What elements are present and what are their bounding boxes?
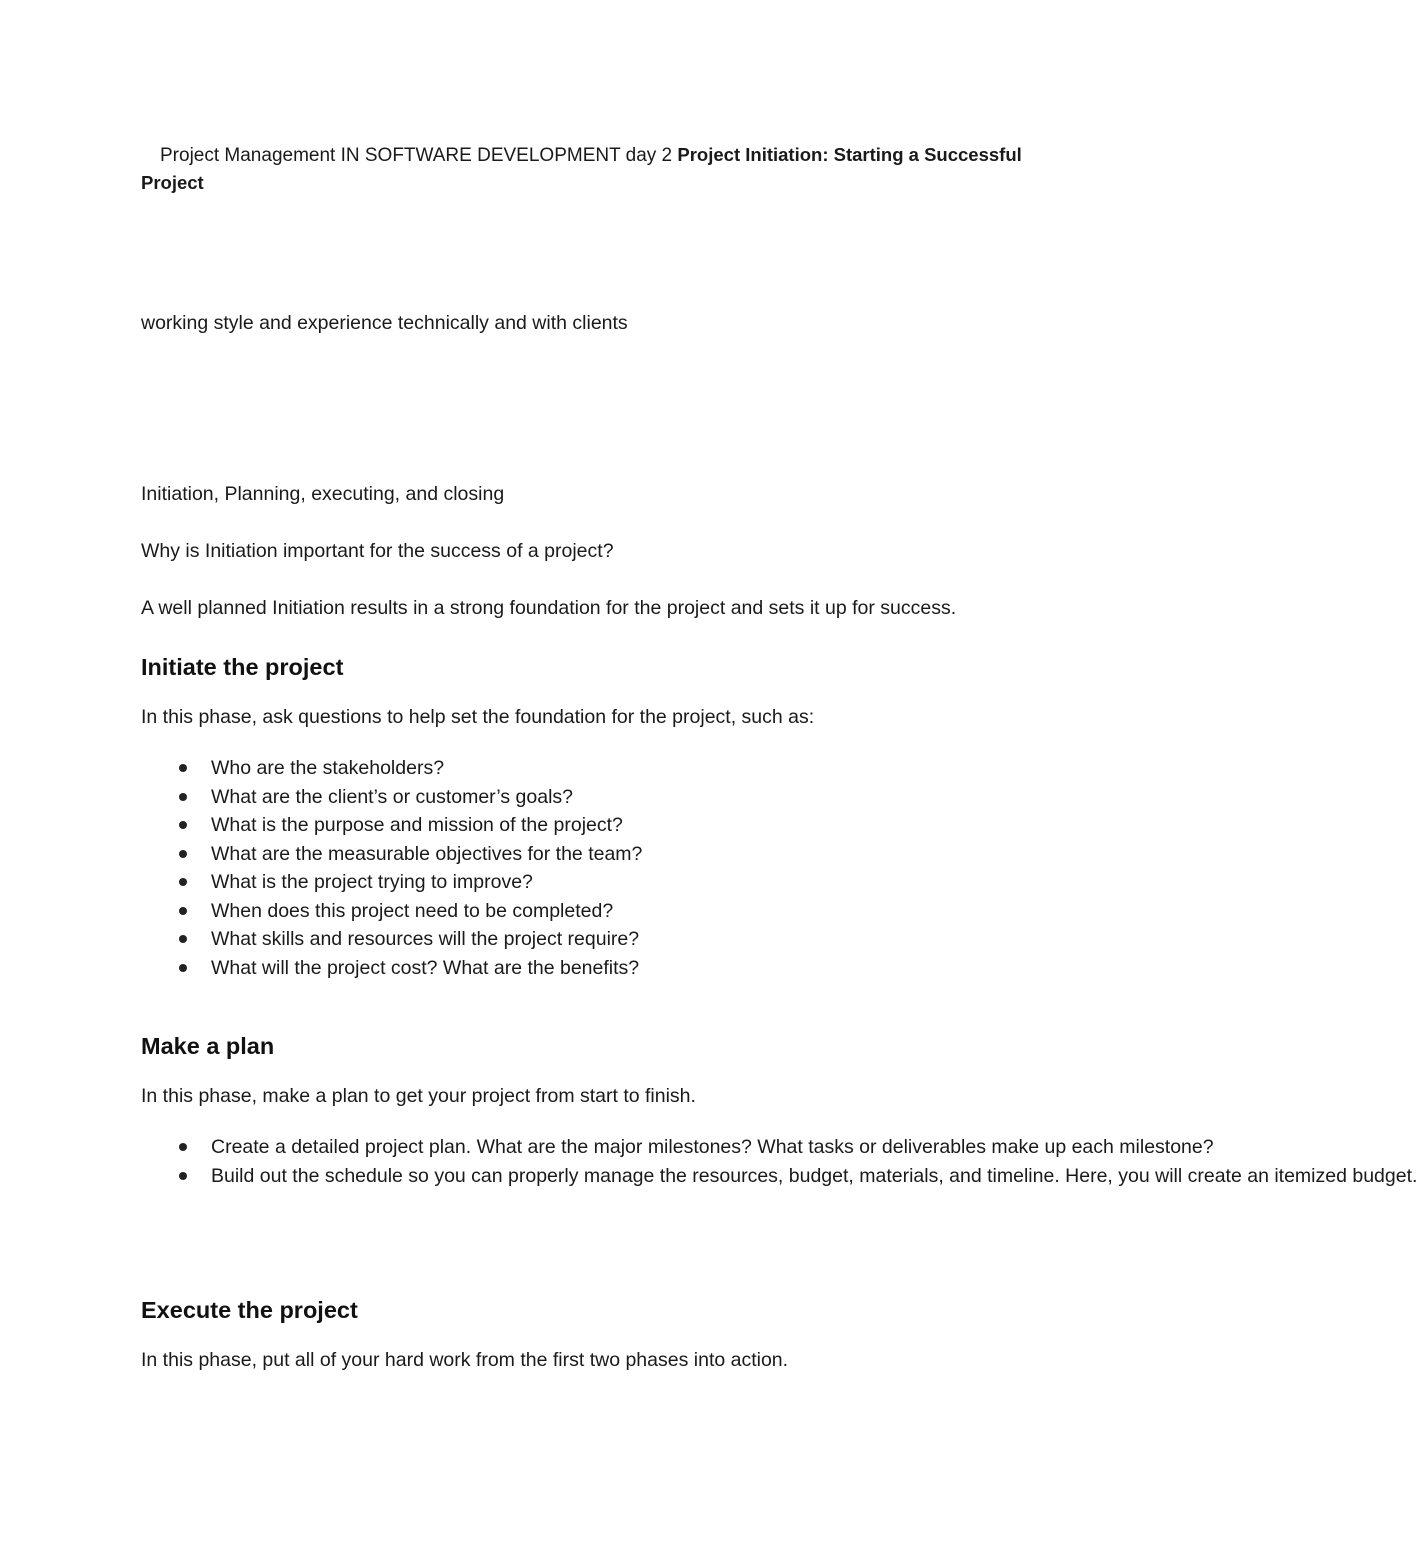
list-item-text: Build out the schedule so you can properly manage the resources, budget, materials, and timeline. Here, you will create an itemized budget. xyxy=(211,1164,1417,1187)
list-item-text: Create a detailed project plan. What are the major milestones? What tasks or deliverables make up each milestone? xyxy=(211,1136,1214,1158)
title-plain-text: Project Management IN SOFTWARE DEVELOPMENT day 2 xyxy=(160,145,678,166)
execute-intro: In this phase, put all of your hard work from the first two phases into action. xyxy=(141,1349,789,1371)
heading-execute: Execute the project xyxy=(141,1297,358,1323)
list-item-text: Who are the stakeholders? xyxy=(211,757,445,779)
bullet-icon xyxy=(179,1143,187,1151)
bullet-icon xyxy=(179,964,187,972)
working-style-text: working style and experience technically and with clients xyxy=(141,312,628,334)
phases-text: Initiation, Planning, executing, and closing xyxy=(141,483,505,505)
question-text: Why is Initiation important for the success of a project? xyxy=(141,540,614,562)
list-item xyxy=(141,925,642,954)
list-item-text: What is the purpose and mission of the project? xyxy=(211,814,623,836)
list-item-text: When does this project need to be completed? xyxy=(211,899,614,922)
list-item xyxy=(141,811,642,840)
list-item-text: What will the project cost? What are the benefits? xyxy=(211,956,640,979)
list-item xyxy=(141,1162,1417,1191)
initiate-intro: In this phase, ask questions to help set the foundation for the project, such as: xyxy=(141,706,815,728)
heading-initiate: Initiate the project xyxy=(141,654,344,680)
bullet-icon xyxy=(179,878,187,886)
list-item xyxy=(141,897,642,926)
list-item-text: What skills and resources will the project require? xyxy=(211,928,640,950)
list-item xyxy=(141,954,642,983)
list-item xyxy=(141,1133,1214,1162)
bullet-icon xyxy=(179,935,187,943)
list-item xyxy=(141,840,642,869)
title-bold-text: Project Initiation: Starting a Successful Project xyxy=(141,144,1022,193)
list-item xyxy=(141,754,642,783)
list-item-text: What is the project trying to improve? xyxy=(211,871,533,893)
bullet-icon xyxy=(179,793,187,801)
answer-text: A well planned Initiation results in a strong foundation for the project and sets it up for success. xyxy=(141,597,957,619)
bullet-icon xyxy=(179,764,187,772)
plan-intro: In this phase, make a plan to get your project from start to finish. xyxy=(141,1085,696,1107)
list-item xyxy=(141,783,642,812)
bullet-icon xyxy=(179,1172,187,1180)
list-item-text: What are the client’s or customer’s goals? xyxy=(211,785,574,808)
bullet-icon xyxy=(179,821,187,829)
list-item xyxy=(141,868,642,897)
plan-list xyxy=(141,1133,1417,1190)
bullet-icon xyxy=(179,850,187,858)
initiate-question-list xyxy=(141,754,642,982)
list-item-text: What are the measurable objectives for the team? xyxy=(211,842,643,865)
heading-plan: Make a plan xyxy=(141,1033,275,1059)
document-title xyxy=(141,141,1041,197)
bullet-icon xyxy=(179,907,187,915)
